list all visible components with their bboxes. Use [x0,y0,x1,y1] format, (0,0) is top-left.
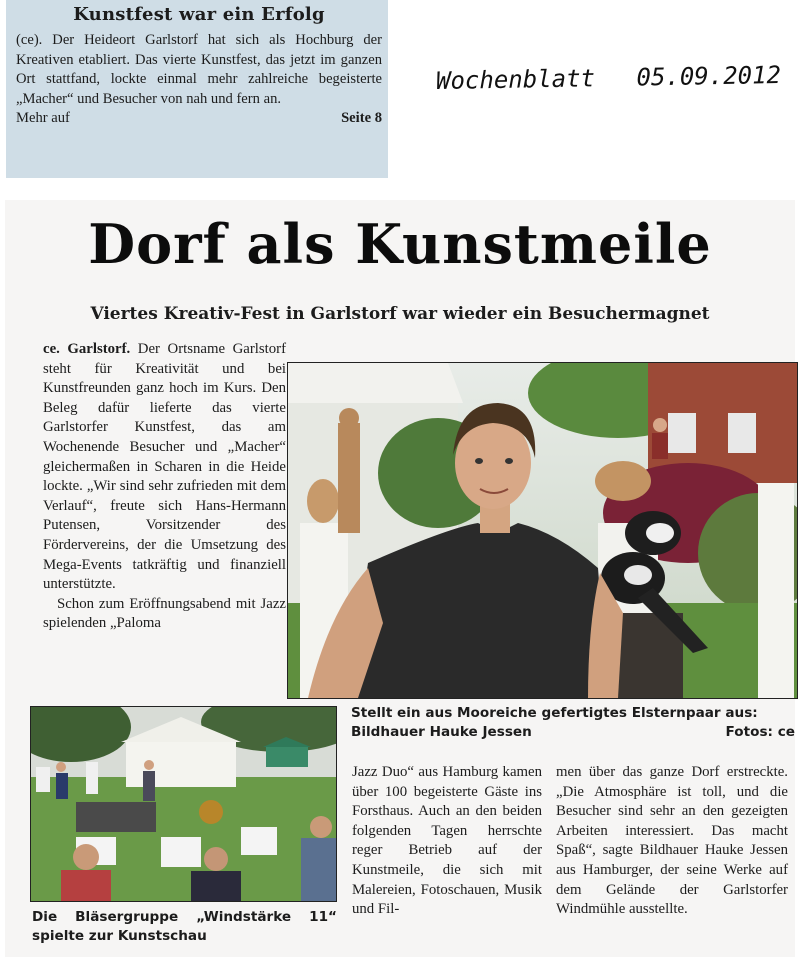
article-dateline: ce. Garlstorf. [43,341,131,357]
photo-credit: Fotos: ce [725,724,795,740]
teaser-title: Kunstfest war ein Erfolg [73,4,325,25]
article-col1-p1: Der Ortsname Garlstorf steht für Kreativität und bei Kunstfreunden ganz hoch im Kurs. Den Beleg dafür lieferte das vierte Garlstorfer Kunstfest, das am Wochenende Besucher und „Macher“ gleichermaßen in Scharen in die Heide lockte. „Wir sind sehr zufrieden mit dem Verlauf“, freute sich Hans-Hermann Putensen, Vorsitzender des Fördervereins, der die Umsetzung des Mega-Events tatkräftig und finanziell unterstützte. [43,341,286,593]
article-paragraph-1 [43,340,286,595]
teaser-page-ref: Seite 8 [341,110,382,126]
sculptor-photo-illustration [288,363,797,698]
teaser-more-text: Mehr auf [16,110,70,126]
handwritten-note [436,55,782,101]
brass-band-caption: Die Bläsergruppe „Windstärke 11“ spielte zur Kunstschau [32,909,337,944]
teaser-clipping [6,0,388,178]
teaser-more-line [16,109,382,129]
article-column-1 [43,340,286,634]
caption-line-2: Bildhauer Hauke Jessen [351,724,532,740]
brass-band-photo [30,706,337,902]
caption-line-2-row [351,723,795,742]
article-col1-p2: Schon zum Eröffnungsabend mit Jazz spielenden „Paloma [43,595,286,632]
sculptor-photo-caption [351,704,795,742]
sculptor-photo [287,362,798,699]
handnote-date: 05.09.2012 [636,60,782,92]
article-column-3: Jazz Duo“ aus Hamburg kamen über 100 begeisterte Gäste ins Forsthaus. Auch an den beiden folgenden Tagen herrschte reger Betrieb auf der Kunstmeile, die sich mit Malereien, Fotoschauen, Musik und Fil- [352,764,542,918]
teaser-body: (ce). Der Heideort Garlstorf hat sich als Hochburg der Kreativen etabliert. Das vierte Kunstfest, das jetzt im ganzen Ort stattfand, lockte einmal mehr zahlreiche begeisterte „Macher“ und Besucher von nah und fern an. [16,32,382,107]
caption-line-1: Stellt ein aus Mooreiche gefertigtes Elsternpaar aus: [351,705,758,721]
article-headline: Dorf als Kunstmeile [88,212,712,276]
article-column-4: men über das ganze Dorf erstreckte. „Die Atmosphäre ist toll, und die Besucher sind sehr an den gezeigten Arbeiten interessiert. Das macht Spaß“, sagte Bildhauer Hauke Jessen aus Hamburger, der seine Werke auf dem Gelände der Garlstorfer Windmühle ausstellte. [556,764,788,918]
brass-band-photo-illustration [31,707,336,901]
article-subheadline: Viertes Kreativ-Fest in Garlstorf war wieder ein Besuchermagnet [90,304,710,324]
article-clipping [5,200,795,957]
handnote-publication: Wochenblatt [435,64,596,96]
